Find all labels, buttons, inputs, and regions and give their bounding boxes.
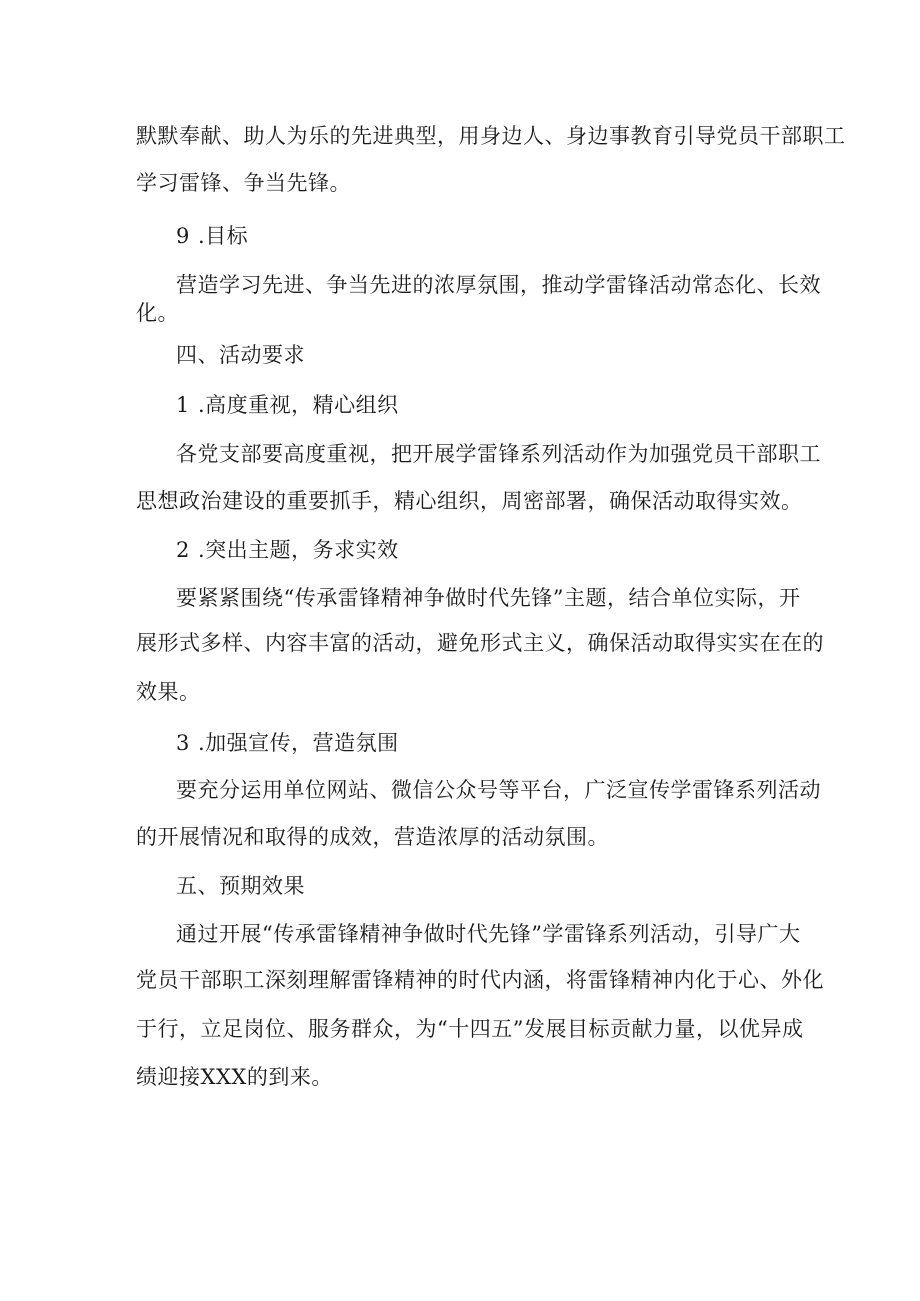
paragraph-line: 绩迎接XXX的到来。 — [136, 1065, 333, 1089]
subheading-theme — [176, 535, 399, 565]
subheading-text: .目标 — [198, 224, 249, 248]
paragraph-line: 效果。 — [136, 680, 201, 704]
paragraph-line: 要充分运用单位网站、微信公众号等平台，广泛宣传学雷锋系列活动 — [176, 778, 821, 802]
subheading-attention — [176, 390, 399, 420]
paragraph-line: 营造学习先进、争当先进的浓厚氛围，推动学雷锋活动常态化、长效 — [176, 273, 821, 297]
paragraph-line: 通过开展“传承雷锋精神争做时代先锋”学雷锋系列活动，引导广大 — [176, 922, 801, 946]
section-heading-requirements: 四、活动要求 — [176, 343, 305, 367]
paragraph-line: 党员干部职工深刻理解雷锋精神的时代内涵，将雷锋精神内化于心、外化 — [136, 968, 824, 992]
paragraph-line: 要紧紧围绕“传承雷锋精神争做时代先锋”主题，结合单位实际，开 — [176, 586, 801, 610]
subheading-text: .高度重视，精心组织 — [198, 393, 399, 417]
subheading-publicity — [176, 728, 399, 758]
paragraph-line: 各党支部要高度重视，把开展学雷锋系列活动作为加强党员干部职工 — [176, 442, 821, 466]
subheading-text: .突出主题，务求实效 — [198, 538, 399, 562]
subheading-number: 2 — [176, 538, 190, 562]
paragraph-line: 的开展情况和取得的成效，营造浓厚的活动氛围。 — [136, 825, 609, 849]
paragraph-line: 于行，立足岗位、服务群众，为“十四五”发展目标贡献力量，以优异成 — [136, 1017, 804, 1041]
subheading-number: 3 — [176, 731, 190, 755]
subheading-number: 1 — [176, 393, 190, 417]
paragraph-line: 思想政治建设的重要抓手，精心组织，周密部署，确保活动取得实效。 — [136, 489, 803, 513]
paragraph-line: 化。 — [136, 301, 179, 325]
section-heading-effects: 五、预期效果 — [176, 874, 305, 898]
subheading-goal — [176, 221, 248, 251]
subheading-text: .加强宣传，营造氛围 — [198, 731, 399, 755]
paragraph-line: 默默奉献、助人为乐的先进典型，用身边人、身边事教育引导党员干部职工 — [136, 124, 846, 148]
subheading-number: 9 — [176, 224, 190, 248]
paragraph-line: 学习雷锋、争当先锋。 — [136, 171, 351, 195]
paragraph-line: 展形式多样、内容丰富的活动，避免形式主义，确保活动取得实实在在的 — [136, 631, 824, 655]
